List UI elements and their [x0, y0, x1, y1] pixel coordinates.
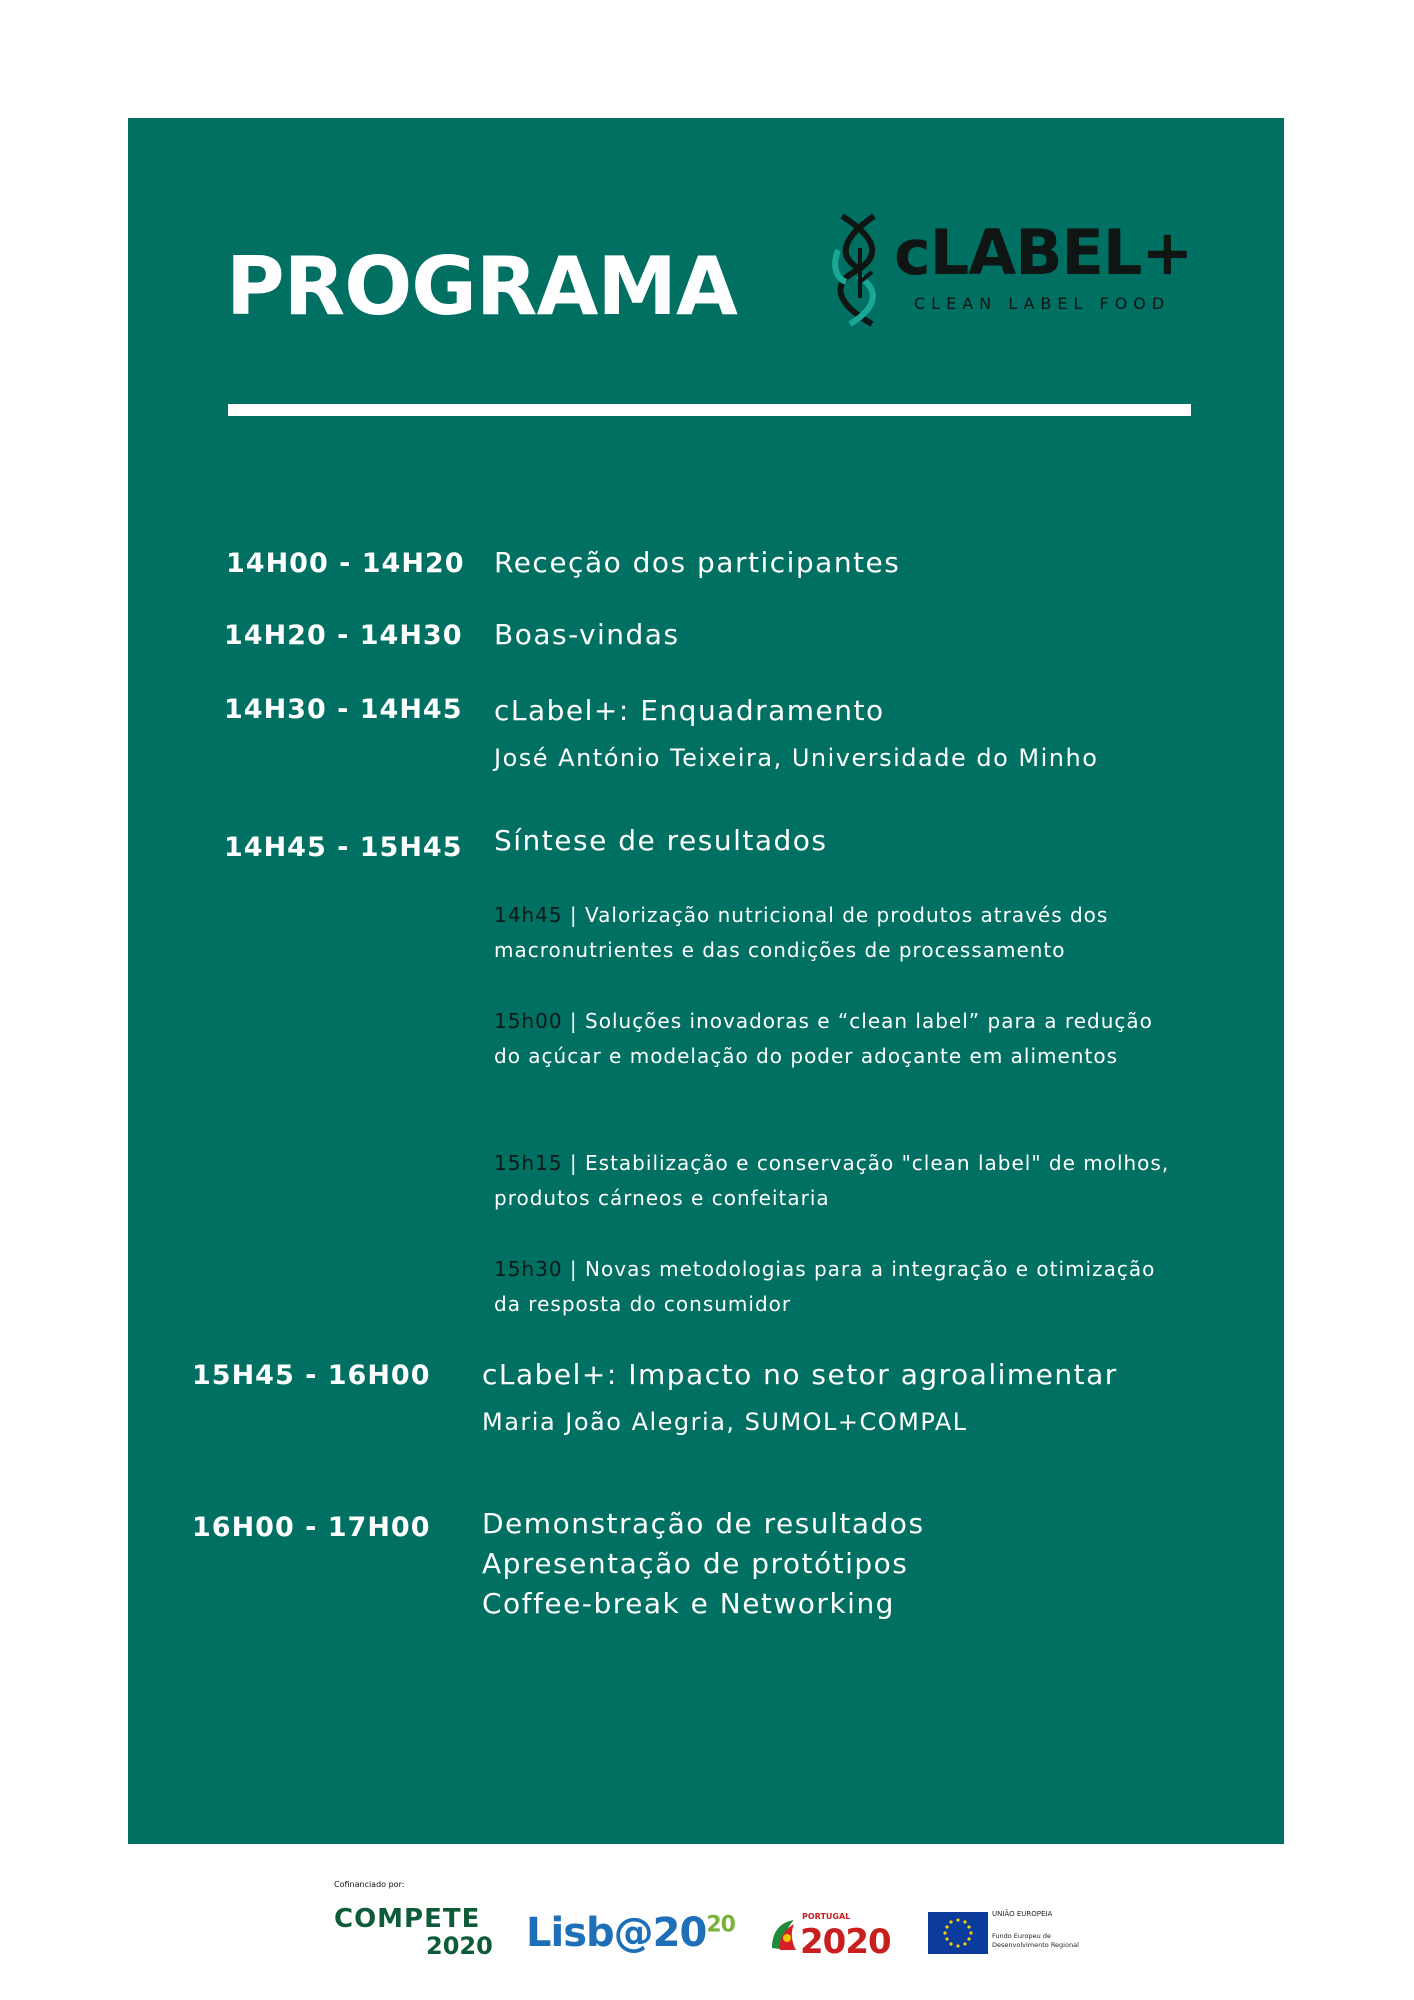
agenda-time: 14H20 - 14H30: [224, 620, 463, 651]
agenda-topic: cLabel+: Impacto no setor agroalimentar: [482, 1358, 1118, 1391]
subitem-text: Soluções inovadoras e “clean label” para a redução do açúcar e modelação do poder adoçante em alimentos: [494, 1009, 1153, 1068]
program-panel: [128, 118, 1284, 1844]
agenda-topic-line: Coffee-break e Networking: [482, 1587, 895, 1620]
agenda-subitem: [494, 1004, 1174, 1074]
subitem-text: Valorização nutricional de produtos através dos macronutrientes e das condições de processamento: [494, 903, 1109, 962]
subitem-separator: |: [562, 903, 586, 927]
cofinanced-label: Cofinanciado por:: [334, 1880, 405, 1889]
agenda-time: 16H00 - 17H00: [192, 1512, 431, 1543]
subitem-time: 14h45: [494, 903, 563, 927]
subitem-time: 15h15: [494, 1151, 563, 1175]
agenda-topic: cLabel+: Enquadramento: [494, 694, 885, 727]
page-title: PROGRAMA: [226, 240, 737, 333]
subitem-time: 15h30: [494, 1257, 563, 1281]
compete-2020-logo: [334, 1904, 494, 1964]
agenda-time: 14H00 - 14H20: [226, 548, 465, 579]
portugal-flag-icon: [770, 1918, 796, 1952]
agenda-speaker: José António Teixeira, Universidade do Minho: [494, 744, 1099, 772]
agenda-topic: Receção dos participantes: [494, 546, 901, 579]
agenda-time: 14H45 - 15H45: [224, 832, 463, 863]
subitem-text: Estabilização e conservação "clean label" de molhos, produtos cárneos e confeitaria: [494, 1151, 1170, 1210]
agenda: [128, 118, 1284, 1844]
agenda-topic: Síntese de resultados: [494, 824, 828, 857]
portugal-label: PORTUGAL: [802, 1912, 851, 1921]
eu-fund-name: Fundo Europeu de Desenvolvimento Regional: [992, 1932, 1079, 1949]
eu-flag-icon: [928, 1912, 988, 1954]
agenda-time: 14H30 - 14H45: [224, 694, 463, 725]
eu-logo: [928, 1906, 1098, 1966]
lisboa-superscript: 20: [706, 1912, 735, 1938]
agenda-topic-line: Apresentação de protótipos: [482, 1547, 909, 1580]
subitem-text: Novas metodologias para a integração e otimização da resposta do consumidor: [494, 1257, 1156, 1316]
agenda-speaker: Maria João Alegria, SUMOL+COMPAL: [482, 1408, 968, 1436]
agenda-subitem: [494, 1146, 1174, 1216]
funding-footer: [0, 1844, 1414, 2000]
agenda-topic-line: Demonstração de resultados: [482, 1507, 925, 1540]
agenda-time: 15H45 - 16H00: [192, 1360, 431, 1391]
logo-wordmark: cLABEL+: [894, 216, 1193, 289]
eu-title: UNIÃO EUROPEIA: [992, 1910, 1053, 1918]
subitem-separator: |: [562, 1009, 586, 1033]
compete-word: COMPETE: [334, 1904, 481, 1934]
logo-tagline: CLEAN LABEL FOOD: [914, 294, 1171, 313]
agenda-subitem: [494, 1252, 1174, 1322]
agenda-subitem: [494, 898, 1174, 968]
compete-year: 2020: [426, 1932, 493, 1960]
agenda-topic: Boas-vindas: [494, 618, 680, 651]
lisboa-2020-logo: [526, 1910, 735, 1956]
subitem-time: 15h00: [494, 1009, 563, 1033]
portugal-year: 2020: [800, 1922, 891, 1962]
subitem-separator: |: [562, 1151, 586, 1175]
lisboa-main-text: Lisb@20: [526, 1910, 707, 1956]
portugal-2020-logo: [770, 1906, 900, 1966]
subitem-separator: |: [562, 1257, 586, 1281]
